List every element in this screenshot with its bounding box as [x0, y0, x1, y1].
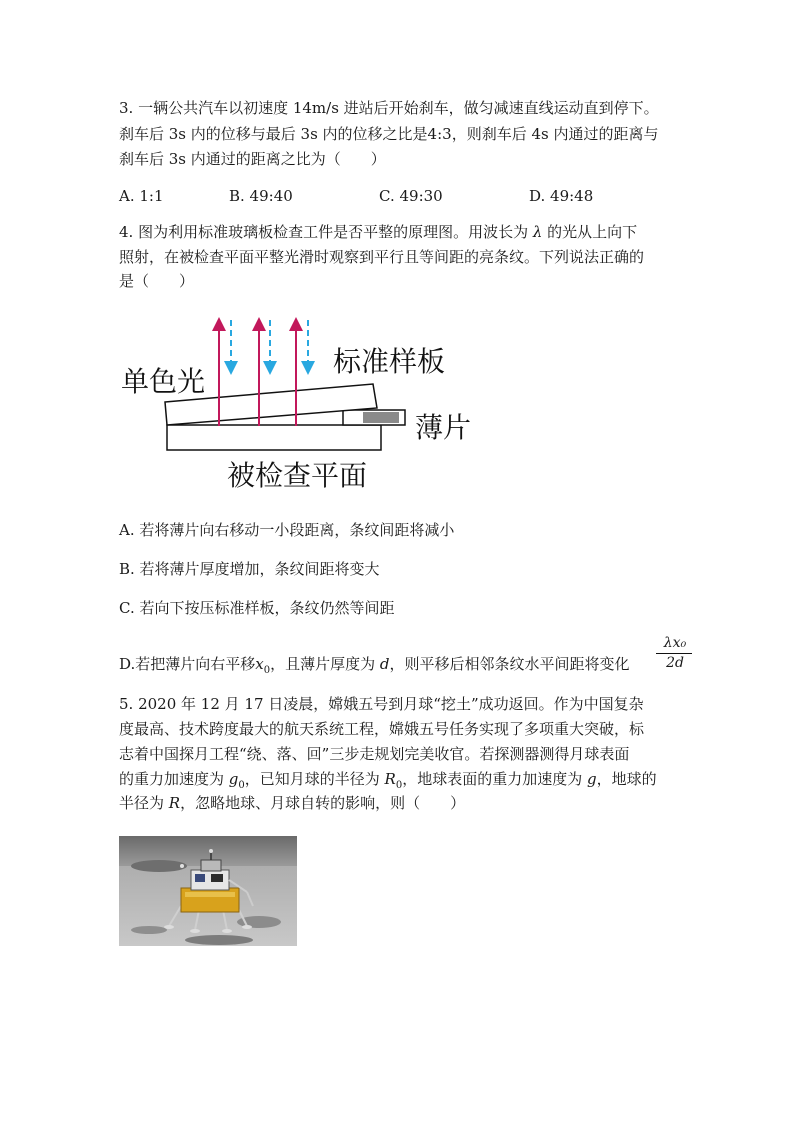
interference-diagram — [115, 308, 495, 493]
label-thin-sheet: 薄片 — [415, 411, 472, 444]
fraction-denominator: 2d — [666, 655, 684, 671]
q3-option-b: B. 49:40 — [229, 187, 293, 205]
q3-option-a: A. 1:1 — [119, 187, 164, 205]
q4-line-2: 照射，在被检查平面平整光滑时观察到平行且等间距的亮条纹。下列说法正确的 — [119, 248, 645, 266]
q4-option-c: C. 若向下按压标准样板，条纹仍然等间距 — [119, 599, 395, 617]
q5-line-3: 志着中国探月工程“绕、落、回”三步走规划完美收官。若探测器测得月球表面 — [119, 745, 630, 763]
q3-line-1: 3. 一辆公共汽车以初速度 14m/s 进站后开始刹车，做匀减速直线运动直到停下。 — [119, 99, 659, 117]
q4-option-d: D.若把薄片向右平移$x_0$，且薄片厚度为 d，则平移后相邻条纹水平间距将变化 — [119, 655, 630, 676]
q3-option-d: D. 49:48 — [529, 187, 594, 205]
change5-lander-photo — [119, 836, 297, 946]
q4-line-1: 4. 图为利用标准玻璃板检查工件是否平整的原理图。用波长为 λ 的光从上向下 — [119, 223, 638, 241]
test-surface-plate — [167, 425, 381, 450]
thin-sheet-fill — [363, 412, 399, 423]
label-standard-plate: 标准样板 — [333, 345, 446, 378]
lambda-symbol: λ — [532, 223, 543, 241]
q5-line-2: 度最高、技术跨度最大的航天系统工程，嫦娥五号任务实现了多项重大突破，标 — [119, 720, 645, 738]
q4-option-a: A. 若将薄片向右移动一小段距离，条纹间距将减小 — [119, 521, 455, 539]
q4-line-3: 是（ ） — [119, 272, 195, 290]
q3-option-c: C. 49:30 — [379, 187, 443, 205]
q5-line-1: 5. 2020 年 12 月 17 日凌晨，嫦娥五号到月球“挖土”成功返回。作为中国复杂 — [119, 695, 644, 713]
q5-line-5: 半径为 R，忽略地球、月球自转的影响，则（ ） — [119, 794, 466, 812]
q3-line-3: 刹车后 3s 内通过的距离之比为（ ） — [119, 150, 386, 168]
q5-line-4: 的重力加速度为 $g_0$，已知月球的半径为 $R_0$，地球表面的重力加速度为 g，地球的 — [119, 770, 657, 791]
label-test-surface: 被检查平面 — [227, 459, 368, 492]
q4-option-b: B. 若将薄片厚度增加，条纹间距将变大 — [119, 560, 380, 578]
fraction-numerator: λx₀ — [663, 635, 687, 651]
fraction-lambda-x0-over-2d — [654, 635, 698, 675]
lander-illustration — [119, 836, 297, 946]
label-mono-light: 单色光 — [121, 365, 206, 398]
fraction-bar — [656, 653, 692, 654]
q3-line-2: 刹车后 3s 内的位移与最后 3s 内的位移之比是4:3，则刹车后 4s 内通过的距离与 — [119, 125, 659, 143]
